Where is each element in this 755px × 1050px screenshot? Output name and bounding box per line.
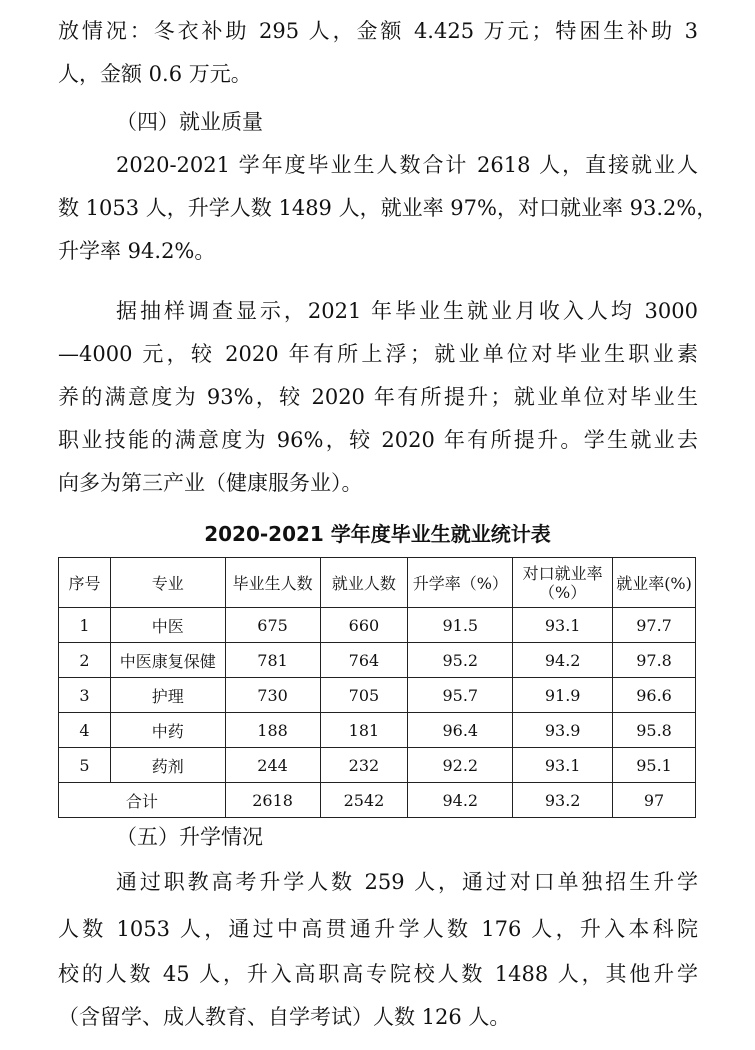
table-row [59, 643, 696, 678]
table-header-row [59, 558, 696, 608]
table-cell: 94.2 [513, 643, 613, 678]
table-row [59, 608, 696, 643]
paragraph-line: 升学率 94.2%。 [58, 239, 216, 263]
table-cell: 中医康复保健 [110, 643, 225, 678]
table-row [59, 713, 696, 748]
table-cell: 188 [225, 713, 320, 748]
table-cell: 705 [320, 678, 408, 713]
column-header: 序号 [59, 558, 111, 608]
column-header: 就业人数 [320, 558, 408, 608]
table-cell: 1 [59, 608, 111, 643]
table-cell: 95.8 [613, 713, 696, 748]
table-cell: 97 [613, 783, 696, 818]
table-cell: 675 [225, 608, 320, 643]
table-cell: 2542 [320, 783, 408, 818]
paragraph-line: 校的人数 45 人，升入高职高专院校人数 1488 人，其他升学 [58, 962, 698, 986]
column-header-line: （%） [539, 582, 587, 602]
table-cell: 94.2 [408, 783, 513, 818]
paragraph-line: （含留学、成人教育、自学考试）人数 126 人。 [58, 1005, 511, 1029]
table-cell: 244 [225, 748, 320, 783]
table-cell: 97.7 [613, 608, 696, 643]
paragraph-line: 向多为第三产业（健康服务业）。 [58, 471, 363, 495]
table-cell: 5 [59, 748, 111, 783]
column-header-line: 对口就业率 [522, 563, 603, 583]
column-header [513, 558, 613, 608]
column-header: 毕业生人数 [225, 558, 320, 608]
table-cell: 781 [225, 643, 320, 678]
paragraph-line: 人数 1053 人，通过中高贯通升学人数 176 人，升入本科院 [58, 917, 698, 941]
table-cell: 96.4 [408, 713, 513, 748]
paragraph-line: 2020-2021 学年度毕业生人数合计 2618 人，直接就业人 [116, 153, 698, 177]
table-cell: 护理 [110, 678, 225, 713]
table-cell: 232 [320, 748, 408, 783]
table-row [59, 678, 696, 713]
paragraph-line: 职业技能的满意度为 96%，较 2020 年有所提升。学生就业去 [58, 428, 698, 452]
table-cell: 中医 [110, 608, 225, 643]
paragraph-line: 据抽样调查显示，2021 年毕业生就业月收入人均 3000 [116, 299, 698, 323]
paragraph-line: 放情况：冬衣补助 295 人，金额 4.425 万元；特困生补助 3 [58, 19, 698, 43]
table-cell: 93.1 [513, 608, 613, 643]
column-header: 就业率(%) [613, 558, 696, 608]
table-cell: 药剂 [110, 748, 225, 783]
section-heading-employment-quality: （四）就业质量 [116, 110, 263, 134]
table-cell: 660 [320, 608, 408, 643]
column-header: 升学率（%） [408, 558, 513, 608]
table-cell: 95.1 [613, 748, 696, 783]
table-cell: 2618 [225, 783, 320, 818]
column-header: 专业 [110, 558, 225, 608]
table-cell: 96.6 [613, 678, 696, 713]
paragraph-line: 通过职教高考升学人数 259 人，通过对口单独招生升学 [116, 870, 698, 894]
section-heading-further-study: （五）升学情况 [116, 825, 263, 849]
table-cell: 合计 [59, 783, 226, 818]
table-cell: 91.9 [513, 678, 613, 713]
table-cell: 2 [59, 643, 111, 678]
table-cell: 95.2 [408, 643, 513, 678]
table-total-row [59, 783, 696, 818]
employment-statistics-table [58, 557, 696, 818]
paragraph-line: —4000 元，较 2020 年有所上浮；就业单位对毕业生职业素 [58, 342, 698, 366]
table-cell: 92.2 [408, 748, 513, 783]
table-cell: 93.2 [513, 783, 613, 818]
paragraph-line: 数 1053 人，升学人数 1489 人，就业率 97%，对口就业率 93.2%， [58, 196, 718, 220]
table-cell: 91.5 [408, 608, 513, 643]
table-cell: 764 [320, 643, 408, 678]
table-cell: 97.8 [613, 643, 696, 678]
table-cell: 4 [59, 713, 111, 748]
table-row [59, 748, 696, 783]
table-cell: 93.1 [513, 748, 613, 783]
table-cell: 93.9 [513, 713, 613, 748]
paragraph-line: 人，金额 0.6 万元。 [58, 62, 252, 86]
table-cell: 3 [59, 678, 111, 713]
table-cell: 181 [320, 713, 408, 748]
table-cell: 730 [225, 678, 320, 713]
paragraph-line: 养的满意度为 93%，较 2020 年有所提升；就业单位对毕业生 [58, 385, 698, 409]
table-cell: 中药 [110, 713, 225, 748]
table-title: 2020-2021 学年度毕业生就业统计表 [204, 522, 551, 546]
table-cell: 95.7 [408, 678, 513, 713]
